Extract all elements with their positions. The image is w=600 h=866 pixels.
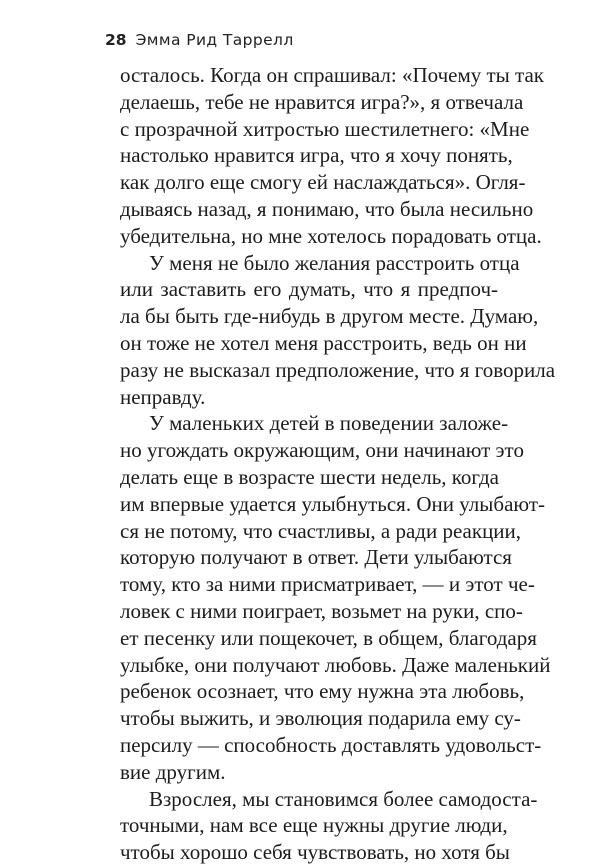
text-line: улыбке, они получают любовь. Даже маленький xyxy=(120,652,551,677)
text-line: неправду. xyxy=(120,384,206,409)
text-line: ет песенку или пощекочет, в общем, благодаря xyxy=(120,625,537,650)
paragraph-4 xyxy=(120,786,538,866)
text-line: точными, нам все еще нужны другие люди, xyxy=(120,813,508,838)
text-line: У маленьких детей в поведении заложе- xyxy=(149,411,509,436)
text-line: персилу — способность доставлять удовольст- xyxy=(120,732,542,757)
text-line: которую получают в ответ. Дети улыбаются xyxy=(120,545,512,570)
paragraph-3 xyxy=(120,410,551,785)
text-line: он тоже не хотел меня расстроить, ведь он ни xyxy=(120,330,527,355)
text-line: или заставить его думать, что я предпоч- xyxy=(120,277,498,302)
text-line: им впервые удается улыбнуться. Они улыбают- xyxy=(120,491,545,516)
text-line: тому, кто за ними присматривает, — и этот че- xyxy=(120,572,535,597)
body-text xyxy=(120,62,556,866)
text-line: Взрослея, мы становимся более самодоста- xyxy=(149,786,538,811)
text-line: осталось. Когда он спрашивал: «Почему ты так xyxy=(120,63,544,87)
text-line: убедительна, но мне хотелось порадовать отца. xyxy=(120,223,542,248)
text-line: но угождать окружающим, они начинают это xyxy=(120,438,524,463)
text-line: делаешь, тебе не нравится игра?», я отвечала xyxy=(120,89,524,114)
page-number: 28 xyxy=(105,31,127,49)
text-line: ребенок осознает, что ему нужна эта любовь, xyxy=(120,679,525,704)
text-line: как долго еще смогу ей наслаждаться». Огля- xyxy=(120,170,526,195)
text-line: разу не высказал предположение, что я говорила xyxy=(120,357,556,382)
text-line: чтобы хорошо себя чувствовать, но хотя бы xyxy=(120,840,510,865)
text-line: чтобы выжить, и эволюция подарила ему су- xyxy=(120,706,521,731)
text-line: дываясь назад, я понимаю, что была несильно xyxy=(120,196,534,221)
text-line: ла бы быть где-нибудь в другом месте. Думаю, xyxy=(120,304,539,329)
text-line: вие другим. xyxy=(120,759,226,784)
text-line: У меня не было желания расстроить отца xyxy=(149,250,520,275)
text-line: делать еще в возрасте шести недель, когда xyxy=(120,464,500,489)
running-title: Эмма Рид Таррелл xyxy=(135,31,294,49)
text-line: настолько нравится игра, что я хочу понять, xyxy=(120,143,513,168)
text-line: с прозрачной хитростью шестилетнего: «Мне xyxy=(120,116,530,141)
paragraph-1 xyxy=(120,62,544,250)
paragraph-2 xyxy=(120,250,556,411)
text-line: ся не потому, что счастливы, а ради реакции, xyxy=(120,518,522,543)
text-line: ловек с ними поиграет, возьмет на руки, спо- xyxy=(120,598,523,623)
running-head xyxy=(105,30,294,50)
